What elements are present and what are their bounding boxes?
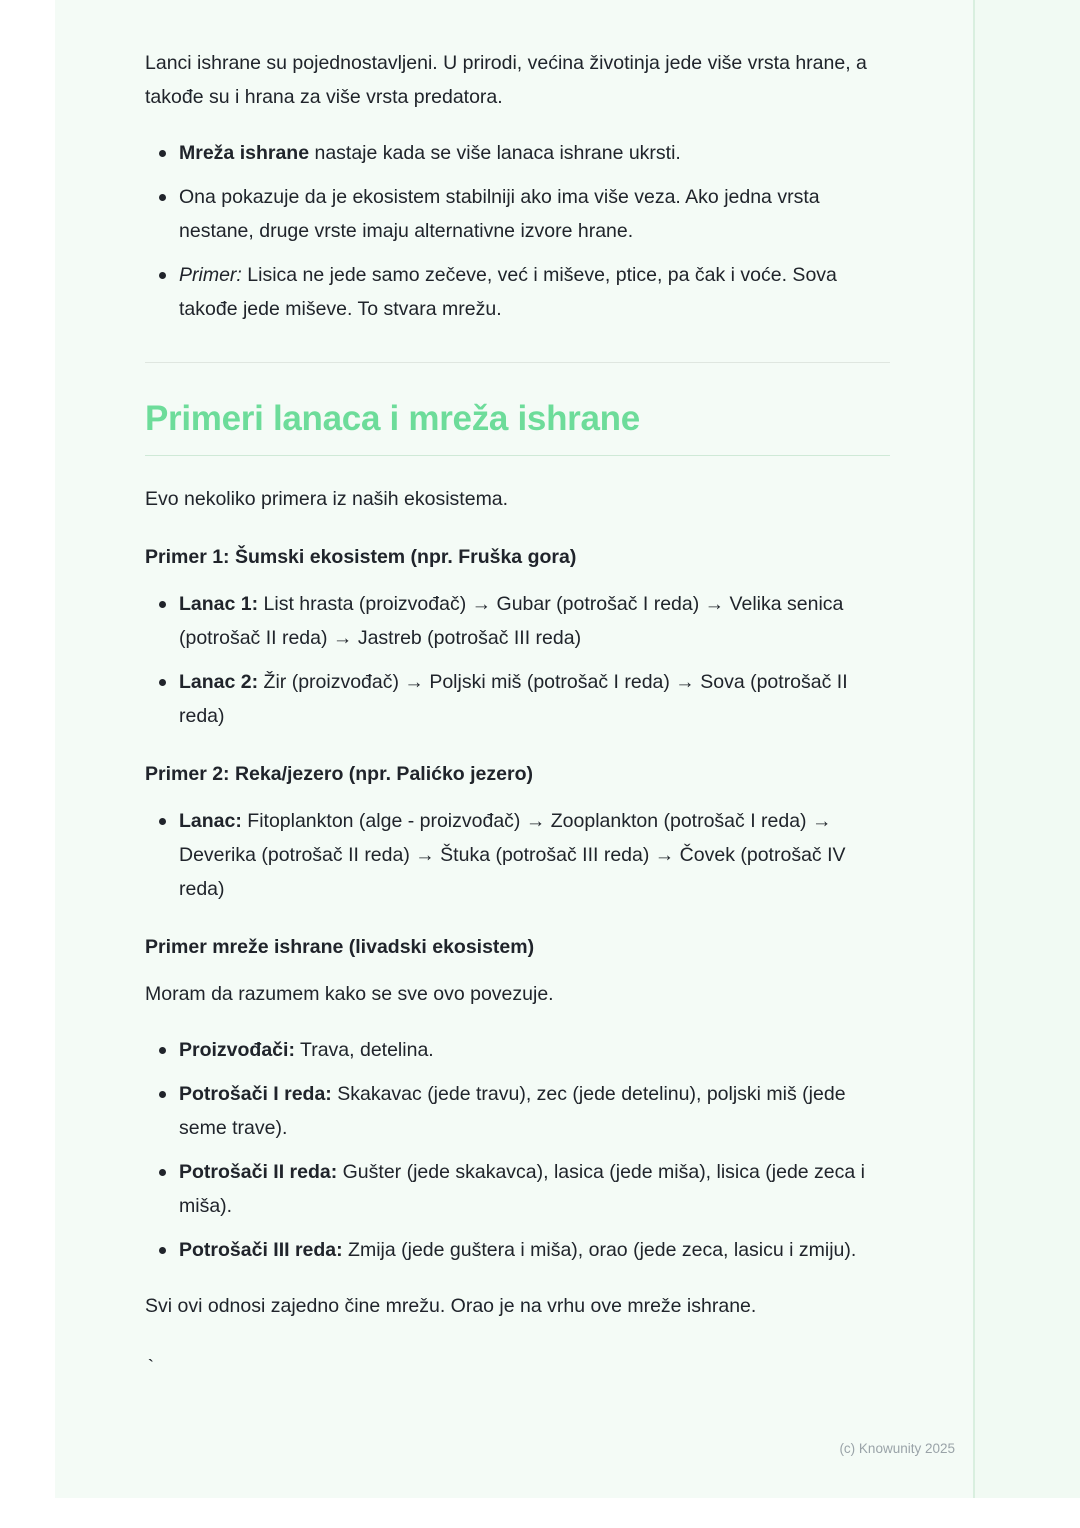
title-underline bbox=[145, 455, 890, 456]
list-item bbox=[145, 136, 890, 170]
list-item-text: Gušter (jede skakavca), lasica (jede miša), lisica (jede zeca i miša). bbox=[179, 1161, 865, 1217]
section-divider bbox=[145, 362, 890, 363]
food-web-bullet-list bbox=[145, 1033, 890, 1267]
list-item-text: Fitoplankton (alge - proizvođač) → Zooplankton (potrošač I reda) → Deverika (potrošač II reda) → Štuka (potrošač III reda) → Čovek (potrošač IV reda) bbox=[179, 810, 846, 900]
list-item bbox=[145, 1077, 890, 1145]
list-item-text: Zmija (jede guštera i miša), orao (jede zeca, lasicu i zmiju). bbox=[342, 1239, 857, 1261]
list-item-text: List hrasta (proizvođač) → Gubar (potrošač I reda) → Velika senica (potrošač II reda) → Jastreb (potrošač III reda) bbox=[179, 593, 844, 649]
list-item-lead: Proizvođači: bbox=[179, 1039, 295, 1061]
list-item-lead: Lanac 2: bbox=[179, 671, 259, 693]
list-item bbox=[145, 258, 890, 326]
list-item-text: nastaje kada se više lanaca ishrane ukrsti. bbox=[309, 142, 681, 164]
example2-heading: Primer 2: Reka/jezero (npr. Palićko jezero) bbox=[145, 763, 533, 785]
intro-paragraph: Lanci ishrane su pojednostavljeni. U prirodi, većina životinja jede više vrsta hrane, a takođe su i hrana za više vrsta predatora. bbox=[145, 52, 867, 108]
list-item-text: Žir (proizvođač) → Poljski miš (potrošač I reda) → Sova (potrošač II reda) bbox=[179, 671, 848, 727]
example1-bullet-list bbox=[145, 587, 890, 733]
list-item-lead: Lanac: bbox=[179, 810, 242, 832]
document-content bbox=[145, 46, 890, 1379]
list-item-lead: Lanac 1: bbox=[179, 593, 259, 615]
list-item-text: Lisica ne jede samo zečeve, već i miševe, ptice, pa čak i voće. Sova takođe jede miševe. To stvara mrežu. bbox=[179, 264, 837, 320]
list-item-lead: Primer: bbox=[179, 264, 242, 286]
list-item bbox=[145, 1155, 890, 1223]
page-right-margin-strip bbox=[973, 0, 1080, 1498]
list-item-lead: Potrošači III reda: bbox=[179, 1239, 343, 1261]
list-item-text: Ona pokazuje da je ekosistem stabilniji ako ima više veza. Ako jedna vrsta nestane, druge vrste imaju alternativne izvore hrane. bbox=[179, 186, 820, 242]
list-item bbox=[145, 587, 890, 655]
footer-credit: (c) Knowunity 2025 bbox=[839, 1441, 955, 1456]
page-title: Primeri lanaca i mreža ishrane bbox=[145, 399, 640, 438]
list-item-text: Trava, detelina. bbox=[294, 1039, 434, 1061]
food-web-heading: Primer mreže ishrane (livadski ekosistem) bbox=[145, 936, 535, 958]
document-page bbox=[55, 0, 1080, 1498]
list-item-lead: Potrošači I reda: bbox=[179, 1083, 332, 1105]
example1-heading: Primer 1: Šumski ekosistem (npr. Fruška gora) bbox=[145, 546, 577, 568]
list-item-lead: Mreža ishrane bbox=[179, 142, 310, 164]
section-intro-paragraph: Evo nekoliko primera iz naših ekosistema. bbox=[145, 488, 509, 510]
food-web-intro-paragraph: Moram da razumem kako se sve ovo povezuje. bbox=[145, 983, 554, 1005]
list-item bbox=[145, 1233, 890, 1267]
list-item bbox=[145, 1033, 890, 1067]
example2-bullet-list bbox=[145, 804, 890, 906]
list-item-text: Skakavac (jede travu), zec (jede detelinu), poljski miš (jede seme trave). bbox=[179, 1083, 846, 1139]
closing-paragraph: Svi ovi odnosi zajedno čine mrežu. Orao je na vrhu ove mreže ishrane. bbox=[145, 1295, 757, 1317]
list-item bbox=[145, 180, 890, 248]
list-item bbox=[145, 804, 890, 906]
trailing-marker: ` bbox=[145, 1357, 157, 1379]
list-item bbox=[145, 665, 890, 733]
list-item-lead: Potrošači II reda: bbox=[179, 1161, 338, 1183]
intro-bullet-list bbox=[145, 136, 890, 326]
